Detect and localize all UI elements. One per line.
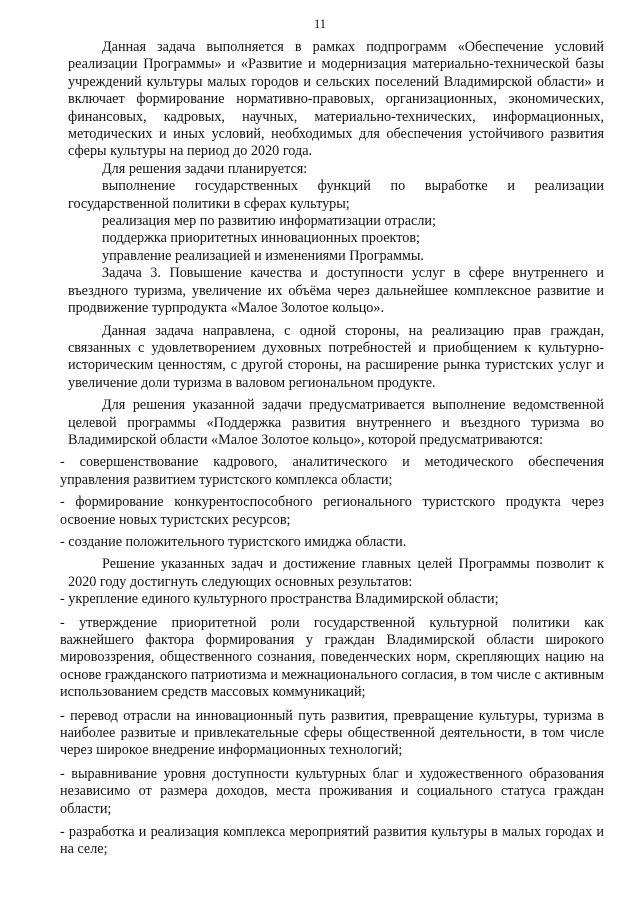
- results-list: [60, 591, 604, 859]
- paragraph-task-3-program: Для решения указанной задачи предусматривается выполнение ведомственной целевой программы «Поддержка развития внутреннего и въездного туризма во Владимирской области «Малое Золотое кольцо», которой предусматриваются:: [68, 397, 604, 448]
- paragraph-task-3: Задача 3. Повышение качества и доступности услуг в сфере внутреннего и въездного туризма, увеличение их объёма через дальнейшее комплексное развитие и продвижение турпродукта «Малое Золотое кольцо».: [68, 265, 604, 317]
- list-item: - создание положительного туристского имиджа области.: [60, 533, 407, 550]
- paragraph-planned-item-3: поддержка приоритетных инновационных проектов;: [102, 230, 420, 247]
- paragraph-task-scope: Данная задача выполняется в рамках подпрограмм «Обеспечение условий реализации Программы» и «Развитие и модернизация материально-технической базы учреждений культуры малых городов и сельских поселений Владимирской области» и включает формирование нормативно-правовых, организационных, экономических, финансовых, кадровых, научных, материально-технических, информационных, методических и иных условий, необходимых для обеспечения устойчивого развития сферы культуры на период до 2020 года.: [68, 39, 604, 160]
- page-number: 11: [313, 17, 327, 31]
- paragraph-task-3-direction: Данная задача направлена, с одной стороны, на реализацию прав граждан, связанных с удовлетворением духовных потребностей и приобщением к культурно-историческим ценностям, с другой стороны, на расширение рынка туристских услуг и увеличение доли туризма в валовом региональном продукте.: [68, 322, 604, 391]
- list-item: - формирование конкурентоспособного регионального туристского продукта через освоение новых туристских ресурсов;: [60, 494, 604, 528]
- list-item: - совершенствование кадрового, аналитического и методического обеспечения управления развитием туристского комплекса области;: [60, 454, 604, 488]
- paragraph-planned-intro: Для решения задачи планируется:: [102, 160, 308, 177]
- list-item: - выравнивание уровня доступности культурных благ и художественного образования независимо от размера доходов, места проживания и социального статуса граждан области;: [60, 765, 604, 817]
- paragraph-planned-item-2: реализация мер по развитию информатизации отрасли;: [102, 213, 436, 230]
- list-item: - перевод отрасли на инновационный путь развития, превращение культуры, туризма в наиболее развитые и привлекательные сферы общественной деятельности, в том числе через широкое внедрение информационных технологий;: [60, 707, 604, 759]
- page-body: [60, 39, 604, 859]
- paragraph-results-intro: Решение указанных задач и достижение главных целей Программы позволит к 2020 году достигнуть следующих основных результатов:: [68, 556, 604, 590]
- list-item: - разработка и реализация комплекса мероприятий развития культуры в малых городах и на селе;: [60, 824, 604, 858]
- list-item: - укрепление единого культурного пространства Владимирской области;: [60, 591, 499, 608]
- paragraph-planned-item-4: управление реализацией и изменениями Программы.: [102, 247, 424, 264]
- paragraph-planned-item-1: выполнение государственных функций по выработке и реализации государственной политики в сферах культуры;: [68, 178, 604, 212]
- list-item: - утверждение приоритетной роли государственной культурной политики как важнейшего фактора формирования у граждан Владимирской области широкого мировоззрения, общественного сознания, поведенческих норм, скрепляющих нацию на основе гражданского патриотизма и межнационального согласия, в том числе с активным использованием средств массовых коммуникаций;: [60, 614, 604, 701]
- tourism-measures-list: [60, 454, 604, 551]
